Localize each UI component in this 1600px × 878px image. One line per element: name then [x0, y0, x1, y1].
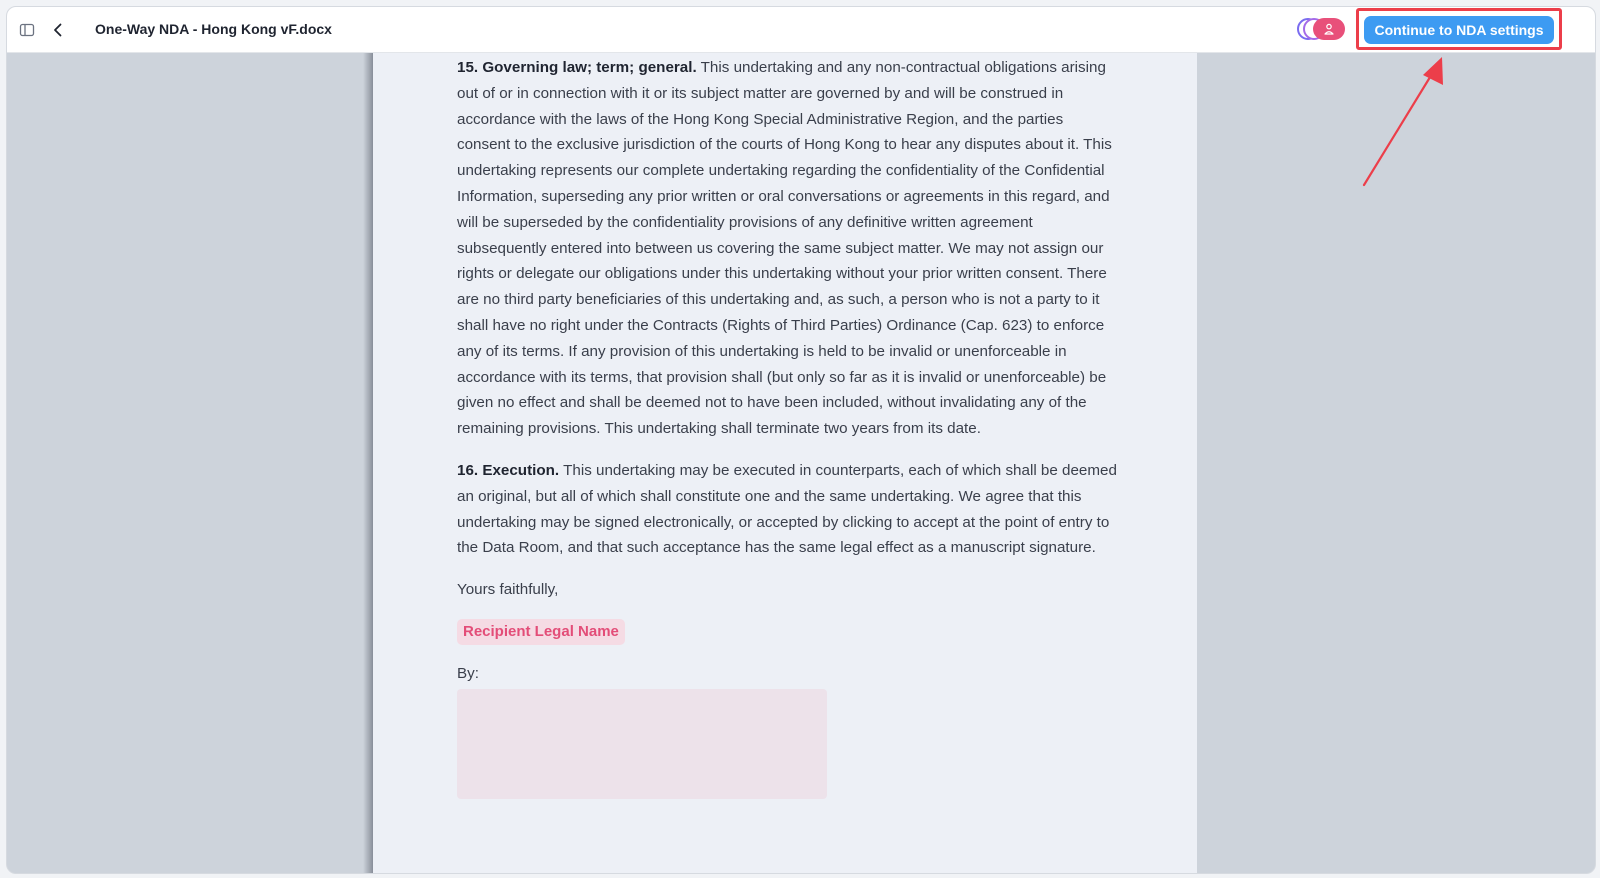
signoff-text: Yours faithfully,: [457, 581, 559, 599]
sidebar-panel-icon[interactable]: [16, 19, 38, 41]
clause-15-heading: 15. Governing law; term; general.: [457, 59, 697, 76]
document-title: One-Way NDA - Hong Kong vF.docx: [95, 21, 332, 37]
clause-15: [457, 55, 1117, 442]
signature-field[interactable]: [457, 689, 827, 799]
user-icon: [1323, 23, 1335, 35]
chevron-left-icon[interactable]: [47, 19, 69, 41]
clause-16: [457, 458, 1117, 561]
document-content: [457, 53, 1117, 799]
clause-16-body: This undertaking may be executed in counterparts, each of which shall be deemed an original, but all of which shall constitute one and the same undertaking. We agree that this undertaking may be signed electronically, or accepted by clicking to accept at the point of entry to the Data Room, and that such acceptance has the same legal effect as a manuscript signature.: [457, 461, 1117, 557]
annotation-arrow-icon: [1347, 47, 1467, 197]
clause-15-body: This undertaking and any non-contractual obligations arising out of or in connection with it or its subject matter are governed by and will be construed in accordance with the laws of the Hong Kong Special Administrative Region, and the parties consent to the exclusive jurisdiction of the courts of Hong Kong to hear any disputes about it. This undertaking represents our complete undertaking regarding the confidentiality of the Confidential Information, superseding any prior written or oral conversations or agreements in this regard, and will be superseded by the confidentiality provisions of any definitive written agreement subsequently entered into between us covering the same subject matter. We may not assign our rights or delegate our obligations under this undertaking without your prior written consent. There are no third party beneficiaries of this undertaking and, as such, a person who is not a party to it shall have no right under the Contracts (Rights of Third Parties) Ordinance (Cap. 623) to enforce any of its terms. If any provision of this undertaking is held to be invalid or unenforceable in accordance with its terms, that provision shall (but only so far as it is invalid or unenforceable) be given no effect and shall be deemed not to have been included, without invalidating any of the remaining provisions. This undertaking shall terminate two years from its date.: [457, 59, 1112, 438]
recipient-legal-name-field[interactable]: Recipient Legal Name: [457, 619, 625, 645]
clause-16-heading: 16. Execution.: [457, 461, 560, 479]
document-page: [373, 53, 1197, 873]
continue-to-nda-settings-button[interactable]: Continue to NDA settings: [1364, 16, 1554, 44]
by-label: By:: [457, 664, 479, 682]
avatar[interactable]: [1313, 18, 1345, 40]
app-window: [6, 6, 1596, 874]
collaborator-avatars[interactable]: [1297, 18, 1345, 42]
